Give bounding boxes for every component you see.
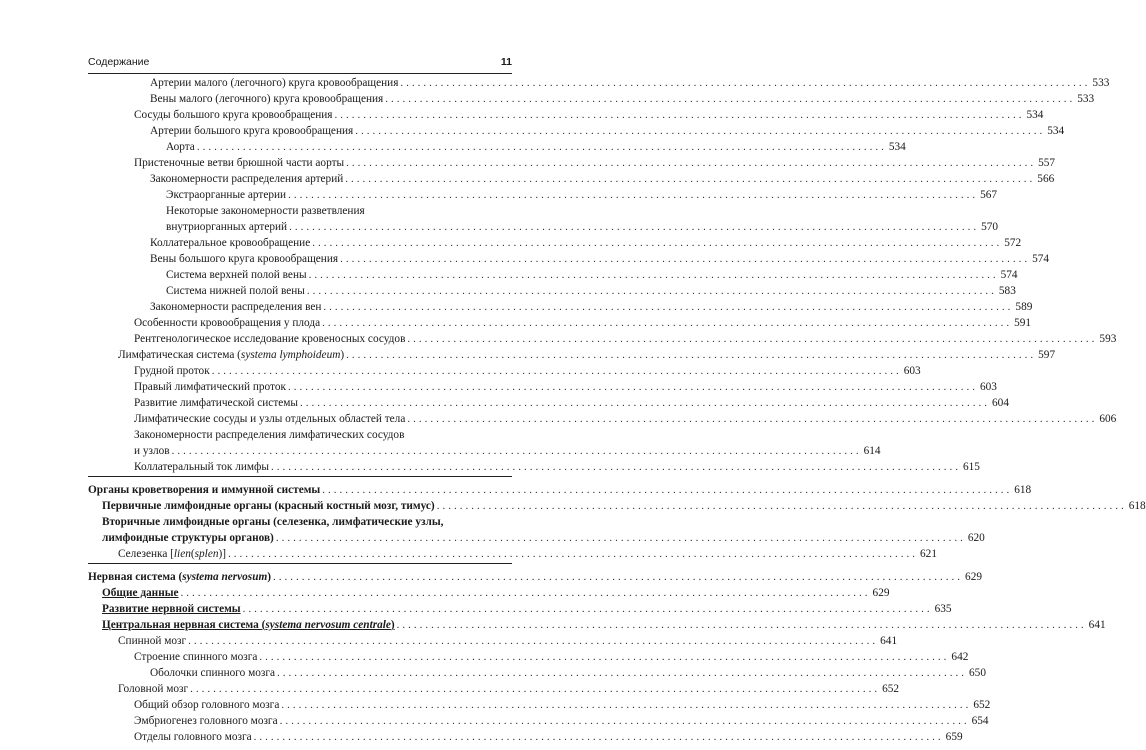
toc-entry-label: Аорта bbox=[166, 141, 195, 153]
toc-entry[interactable] bbox=[134, 316, 1032, 330]
toc-dot-leader: ........................................................................................................................ bbox=[279, 715, 970, 727]
toc-entry-page: 652 bbox=[973, 699, 991, 711]
toc-entry-page: 618 bbox=[1014, 484, 1032, 496]
toc-entry[interactable] bbox=[166, 188, 998, 202]
toc-entry-label: Центральная нервная система (systema nervosum centrale) bbox=[102, 619, 395, 631]
toc-entry-page: 533 bbox=[1092, 77, 1110, 89]
toc-entry-label: Развитие нервной системы bbox=[102, 603, 241, 615]
toc-dot-leader: ........................................................................................................................ bbox=[322, 484, 1013, 496]
toc-entry-label: Артерии малого (легочного) круга кровообращения bbox=[150, 77, 399, 89]
toc-entry[interactable] bbox=[150, 252, 1050, 266]
toc-entry[interactable] bbox=[102, 618, 1106, 632]
toc-entry[interactable] bbox=[134, 332, 1117, 346]
toc-dot-leader: ........................................................................................................................ bbox=[346, 349, 1037, 361]
toc-dot-leader: ........................................................................................................................ bbox=[273, 571, 964, 583]
header-title: Содержание bbox=[88, 56, 150, 68]
toc-entry[interactable] bbox=[118, 547, 937, 561]
toc-entry-page: 533 bbox=[1077, 93, 1095, 105]
toc-entry[interactable] bbox=[88, 570, 982, 584]
toc-entry-label: Правый лимфатический проток bbox=[134, 381, 286, 393]
toc-entry-page: 654 bbox=[971, 715, 989, 727]
toc-entry[interactable] bbox=[134, 380, 997, 394]
toc-dot-leader: ........................................................................................................................ bbox=[407, 333, 1098, 345]
toc-entry-label: внутриорганных артерий bbox=[166, 221, 288, 233]
toc-entry-label: Вены большого круга кровообращения bbox=[150, 253, 339, 265]
toc-entry-label: Пристеночные ветви брюшной части аорты bbox=[134, 157, 345, 169]
toc-entry-page: 621 bbox=[920, 548, 937, 560]
toc-entry-page: 604 bbox=[992, 397, 1009, 409]
toc-entry-label: Отделы головного мозга bbox=[134, 731, 252, 743]
toc-entry-page: 603 bbox=[903, 365, 921, 377]
toc-dot-leader: ........................................................................................................................ bbox=[171, 445, 862, 457]
toc-entry[interactable] bbox=[134, 714, 989, 728]
toc-entry-page: 641 bbox=[880, 635, 898, 647]
toc-entry-page: 589 bbox=[1015, 301, 1033, 313]
toc-dot-leader: ........................................................................................................................ bbox=[355, 125, 1046, 137]
toc-entry-label: Селезенка [lien(splen)] bbox=[118, 548, 227, 560]
toc-entry[interactable] bbox=[134, 650, 969, 664]
toc-dot-leader: ........................................................................................................................ bbox=[396, 619, 1087, 631]
toc-dot-leader: ........................................................................................................................ bbox=[322, 317, 1013, 329]
toc-dot-leader: ........................................................................................................................ bbox=[275, 532, 966, 544]
toc-entry-label: Система нижней полой вены bbox=[166, 285, 305, 297]
toc-entry-page: 629 bbox=[872, 587, 890, 599]
toc-entry[interactable] bbox=[166, 268, 1018, 282]
toc-entry-label: Эмбриогенез головного мозга bbox=[134, 715, 278, 727]
toc-entry-label: Вены малого (легочного) круга кровообращения bbox=[150, 93, 384, 105]
toc-entry-page: 583 bbox=[998, 285, 1016, 297]
toc-entry-page: 641 bbox=[1088, 619, 1106, 631]
header-page-number: 11 bbox=[500, 56, 512, 68]
toc-dot-leader: ........................................................................................................................ bbox=[242, 603, 933, 615]
toc-entry-page: 606 bbox=[1099, 413, 1117, 425]
toc-entry[interactable] bbox=[134, 444, 881, 458]
toc-entry-label: Строение спинного мозга bbox=[134, 651, 258, 663]
toc-entry-label: Коллатеральный ток лимфы bbox=[134, 461, 269, 473]
toc-entry[interactable] bbox=[118, 634, 898, 648]
toc-dot-leader: ........................................................................................................................ bbox=[312, 237, 1003, 249]
toc-dot-leader: ........................................................................................................................ bbox=[281, 699, 972, 711]
toc-entry-page: 659 bbox=[945, 731, 963, 743]
toc-entry[interactable] bbox=[134, 108, 1044, 122]
toc-entry-page: 572 bbox=[1004, 237, 1022, 249]
toc-dot-leader: ........................................................................................................................ bbox=[385, 93, 1076, 105]
toc-dot-leader: ........................................................................................................................ bbox=[340, 253, 1031, 265]
toc-entry[interactable] bbox=[102, 602, 952, 616]
toc-entry-page: 593 bbox=[1099, 333, 1117, 345]
section-divider bbox=[88, 476, 512, 477]
toc-entry-page: 635 bbox=[934, 603, 952, 615]
toc-entry-label: Общие данные bbox=[102, 587, 179, 599]
toc-dot-leader: ........................................................................................................................ bbox=[289, 221, 980, 233]
toc-entry-label: Лимфатические сосуды и узлы отдельных областей тела bbox=[134, 413, 406, 425]
toc-entry-label: Головной мозг bbox=[118, 683, 189, 695]
toc-dot-leader: ........................................................................................................................ bbox=[287, 381, 978, 393]
toc-entry-page: 629 bbox=[965, 571, 982, 583]
toc-entry-label: Нервная система (systema nervosum) bbox=[88, 571, 272, 583]
toc-entry-page: 566 bbox=[1037, 173, 1055, 185]
toc-dot-leader: ........................................................................................................................ bbox=[270, 461, 961, 473]
toc-entry[interactable] bbox=[88, 483, 1032, 497]
toc-entry-page: 614 bbox=[863, 445, 881, 457]
toc-entry[interactable] bbox=[102, 531, 985, 545]
toc-entry-page: 534 bbox=[1026, 109, 1044, 121]
toc-dot-leader: ........................................................................................................................ bbox=[228, 548, 919, 560]
toc-dot-leader: ........................................................................................................................ bbox=[436, 500, 1127, 512]
toc-entry-page: 597 bbox=[1038, 349, 1056, 361]
toc-entry-page: 642 bbox=[951, 651, 969, 663]
toc-entry-page: 534 bbox=[888, 141, 906, 153]
toc-entry-page: 620 bbox=[967, 532, 985, 544]
toc-dot-leader: ........................................................................................................................ bbox=[306, 285, 997, 297]
toc-dot-leader: ........................................................................................................................ bbox=[190, 683, 881, 695]
running-header bbox=[88, 56, 512, 72]
toc-dot-leader: ........................................................................................................................ bbox=[346, 157, 1037, 169]
toc-entry-line1: Некоторые закономерности разветвления bbox=[166, 205, 365, 217]
toc-entry[interactable] bbox=[150, 666, 986, 680]
toc-entry[interactable] bbox=[166, 220, 999, 234]
toc-dot-leader: ........................................................................................................................ bbox=[308, 269, 999, 281]
toc-entry[interactable] bbox=[134, 364, 921, 378]
header-rule bbox=[88, 73, 512, 74]
toc-entry[interactable] bbox=[134, 156, 1056, 170]
toc-entry-label: Общий обзор головного мозга bbox=[134, 699, 280, 711]
toc-entry-label: Развитие лимфатической системы bbox=[134, 397, 299, 409]
toc-entry-page: 615 bbox=[962, 461, 980, 473]
toc-entry-page: 567 bbox=[980, 189, 998, 201]
toc-dot-leader: ........................................................................................................................ bbox=[196, 141, 887, 153]
toc-entry-label: Лимфатическая система (systema lymphoideum) bbox=[118, 349, 345, 361]
toc-entry[interactable] bbox=[102, 586, 890, 600]
toc-dot-leader: ........................................................................................................................ bbox=[188, 635, 879, 647]
toc-entry[interactable] bbox=[118, 682, 900, 696]
toc-entry-label: Грудной проток bbox=[134, 365, 210, 377]
toc-entry-label: Первичные лимфоидные органы (красный костный мозг, тимус) bbox=[102, 500, 435, 512]
toc-entry-page: 574 bbox=[1032, 253, 1050, 265]
toc-entry-label: Закономерности распределения вен bbox=[150, 301, 322, 313]
toc-dot-leader: ........................................................................................................................ bbox=[180, 587, 871, 599]
toc-dot-leader: ........................................................................................................................ bbox=[323, 301, 1014, 313]
toc-entry-label: Система верхней полой вены bbox=[166, 269, 307, 281]
toc-entry[interactable] bbox=[134, 698, 991, 712]
toc-entry-label: Закономерности распределения артерий bbox=[150, 173, 344, 185]
toc-dot-leader: ........................................................................................................................ bbox=[253, 731, 944, 743]
toc-entry-label: Особенности кровообращения у плода bbox=[134, 317, 321, 329]
toc-dot-leader: ........................................................................................................................ bbox=[259, 651, 950, 663]
toc-entry[interactable] bbox=[150, 236, 1022, 250]
toc-entry-page: 534 bbox=[1047, 125, 1065, 137]
toc-entry[interactable] bbox=[134, 730, 963, 744]
toc-entry[interactable] bbox=[166, 284, 1016, 298]
toc-entry-page: 618 bbox=[1128, 500, 1146, 512]
toc-entry-page: 603 bbox=[979, 381, 997, 393]
section-divider bbox=[88, 563, 512, 564]
toc-entry[interactable] bbox=[134, 460, 980, 474]
toc-entry[interactable] bbox=[134, 412, 1117, 426]
toc-entry[interactable] bbox=[150, 92, 1095, 106]
toc-dot-leader: ........................................................................................................................ bbox=[400, 77, 1091, 89]
toc-entry[interactable] bbox=[166, 140, 906, 154]
toc-entry-page: 557 bbox=[1038, 157, 1056, 169]
toc-entry-label: Экстраорганные артерии bbox=[166, 189, 287, 201]
toc-entry-label: Оболочки спинного мозга bbox=[150, 667, 276, 679]
toc-dot-leader: ........................................................................................................................ bbox=[277, 667, 968, 679]
toc-entry[interactable] bbox=[118, 348, 1056, 362]
toc-dot-leader: ........................................................................................................................ bbox=[288, 189, 979, 201]
toc-entry-label: Рентгенологическое исследование кровеносных сосудов bbox=[134, 333, 406, 345]
toc-entry-line1: Закономерности распределения лимфатических сосудов bbox=[134, 429, 405, 441]
toc-entry-label: лимфоидные структуры органов) bbox=[102, 532, 274, 544]
toc-entry-label: Сосуды большого круга кровообращения bbox=[134, 109, 333, 121]
toc-entry[interactable] bbox=[150, 172, 1055, 186]
toc-entry-page: 591 bbox=[1014, 317, 1032, 329]
toc-entry-label: Органы кроветворения и иммунной системы bbox=[88, 484, 321, 496]
toc-entry-page: 570 bbox=[981, 221, 999, 233]
toc-entry[interactable] bbox=[150, 300, 1033, 314]
toc-dot-leader: ........................................................................................................................ bbox=[300, 397, 991, 409]
toc-entry-label: Спинной мозг bbox=[118, 635, 187, 647]
toc-entry-line1: Вторичные лимфоидные органы (селезенка, лимфатические узлы, bbox=[102, 516, 444, 528]
toc-dot-leader: ........................................................................................................................ bbox=[407, 413, 1098, 425]
toc-entry-page: 650 bbox=[969, 667, 986, 679]
toc-entry-label: и узлов bbox=[134, 445, 170, 457]
toc-entry[interactable] bbox=[134, 396, 1009, 410]
toc-dot-leader: ........................................................................................................................ bbox=[334, 109, 1025, 121]
toc-dot-leader: ........................................................................................................................ bbox=[211, 365, 902, 377]
toc-entry[interactable] bbox=[102, 499, 1146, 513]
toc-entry-page: 574 bbox=[1000, 269, 1018, 281]
toc-entry[interactable] bbox=[150, 124, 1065, 138]
toc-entry-label: Коллатеральное кровообращение bbox=[150, 237, 311, 249]
toc-entry-label: Артерии большого круга кровообращения bbox=[150, 125, 354, 137]
toc-entry[interactable] bbox=[150, 76, 1110, 90]
toc-dot-leader: ........................................................................................................................ bbox=[345, 173, 1036, 185]
toc-entry-page: 652 bbox=[882, 683, 900, 695]
